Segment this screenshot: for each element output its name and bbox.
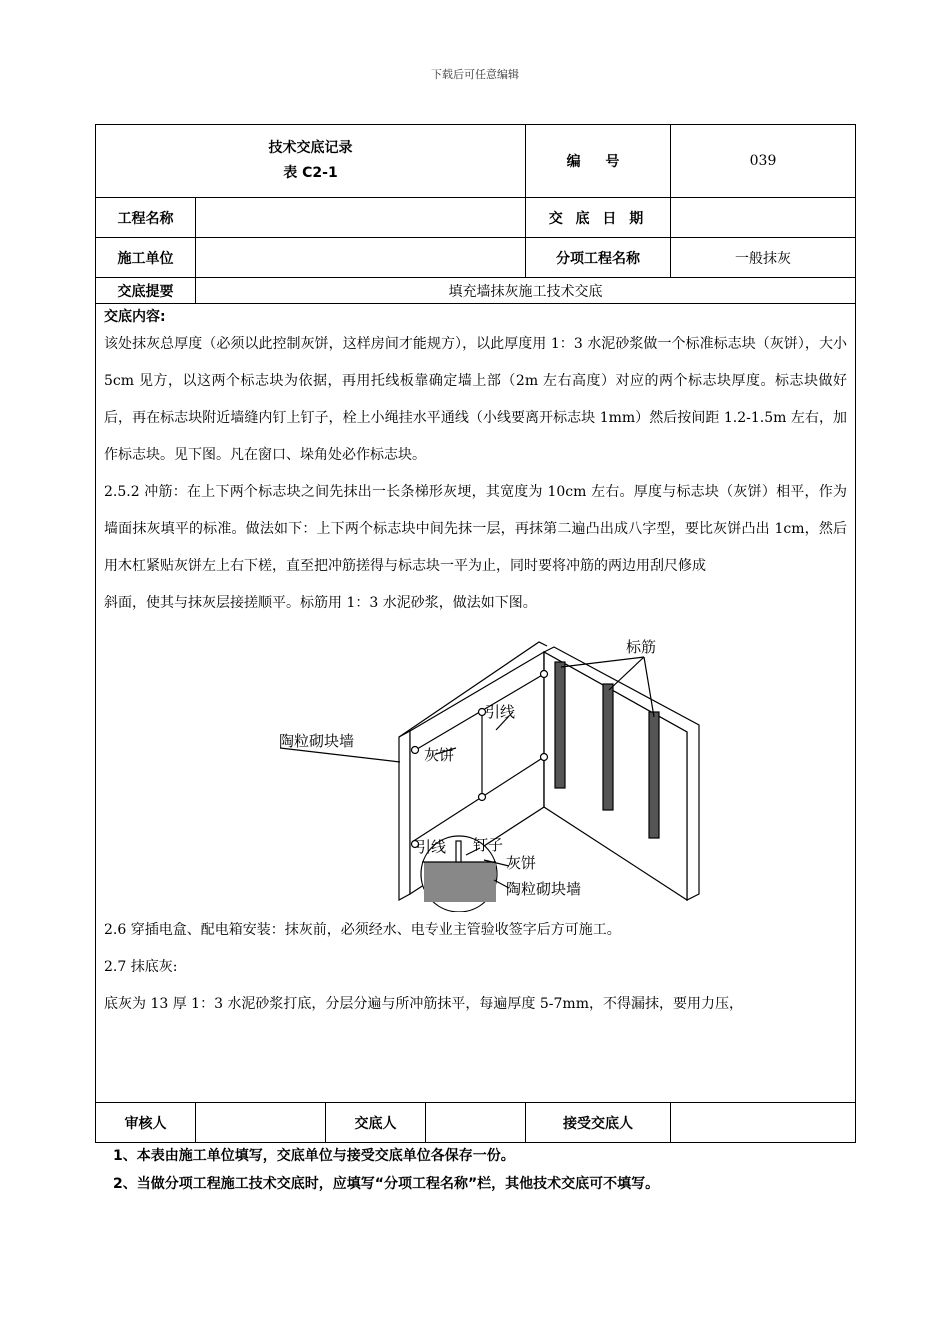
label-huibing: 灰饼 (424, 746, 455, 764)
discloser-value[interactable] (426, 1103, 526, 1143)
unit-label: 施工单位 (96, 238, 196, 278)
marker-dot (412, 747, 419, 754)
label-yinxian: 引线 (485, 703, 516, 721)
content-paragraph-5: 2.7 抹底灰: (104, 959, 178, 975)
leader-line (609, 657, 644, 690)
summary-label: 交底提要 (96, 278, 196, 304)
number-label: 编 号 (526, 125, 671, 198)
receiver-label: 接受交底人 (526, 1103, 671, 1143)
label-biaojin: 标筋 (626, 638, 657, 656)
date-label: 交 底 日 期 (526, 198, 671, 238)
label-huibing-detail: 灰饼 (506, 854, 537, 872)
detail-nail (456, 841, 461, 862)
reviewer-value[interactable] (196, 1103, 326, 1143)
header-note: 下载后可任意编辑 (431, 68, 519, 81)
date-value[interactable] (671, 198, 856, 238)
unit-value[interactable] (196, 238, 526, 278)
discloser-label: 交底人 (326, 1103, 426, 1143)
marker-strip (649, 712, 659, 838)
footnotes (113, 1142, 659, 1198)
plaster-marker-diagram (104, 622, 848, 912)
subproject-value[interactable]: 一般抹灰 (671, 238, 856, 278)
marker-strip (603, 684, 613, 810)
detail-hatch (424, 862, 496, 902)
project-name-value[interactable] (196, 198, 526, 238)
number-value[interactable]: 039 (671, 125, 856, 198)
reviewer-label: 审核人 (96, 1103, 196, 1143)
receiver-value[interactable] (671, 1103, 856, 1143)
content-cell (96, 304, 856, 1103)
footnote-2: 2、当做分项工程施工技术交底时，应填写“分项工程名称”栏，其他技术交底可不填写。 (113, 1176, 660, 1192)
content-paragraph-3: 斜面，使其与抹灰层接搓顺平。标筋用 1：3 水泥砂浆，做法如下图。 (104, 595, 537, 611)
content-paragraph-2: 2.5.2 冲筋：在上下两个标志块之间先抹出一长条梯形灰埂，其宽度为 10cm 左右。厚度与标志块（灰饼）相平，作为墙面抹灰填平的标准。做法如下：上下两个标志块中间先抹一层，再抹第二遍凸出成八字型，要比灰饼凸出 1cm，然后用木杠紧贴灰饼左上右下槎，直至把冲筋搓得与标志块一平为止，同时要将冲筋的两边用刮尺修成 (104, 484, 847, 574)
form-title-line1: 技术交底记录 (268, 140, 353, 156)
marker-dot (479, 794, 486, 801)
form-title (96, 125, 526, 198)
footnote-1: 1、本表由施工单位填写，交底单位与接受交底单位各保存一份。 (113, 1148, 515, 1164)
label-wall: 陶粒砌块墙 (279, 732, 355, 750)
form-title-line2: 表 C2-1 (283, 165, 338, 181)
marker-strip (555, 662, 565, 788)
left-wall (399, 731, 410, 900)
content-paragraph-1: 该处抹灰总厚度（必须以此控制灰饼，这样房间才能规方），以此厚度用 1：3 水泥砂浆做一个标准标志块（灰饼），大小 5cm 见方，以这两个标志块为依据，再用托线板靠确定墙上部（2m 左右高度）对应的两个标志块厚度。标志块做好后，再在标志块附近墙缝内钉上钉子，栓上小绳挂水平通线（小线要离开标志块 1mm）然后按间距 1.2-1.5m 左右，加作标志块。见下图。凡在窗口、垛角处必作标志块。 (104, 336, 847, 463)
label-yinxian-detail: 引线 (416, 838, 447, 856)
summary-value[interactable]: 填充墙抹灰施工技术交底 (196, 278, 856, 304)
project-name-label: 工程名称 (96, 198, 196, 238)
subproject-label: 分项工程名称 (526, 238, 671, 278)
content-paragraph-4: 2.6 穿插电盒、配电箱安装：抹灰前，必须经水、电专业主管验收签字后方可施工。 (104, 922, 621, 938)
tech-disclosure-form (95, 124, 856, 1143)
marker-dot (541, 754, 548, 761)
marker-dot (541, 671, 548, 678)
label-dingzi: 钉子 (473, 836, 504, 854)
content-label: 交底内容: (104, 309, 166, 325)
content-paragraph-6: 底灰为 13 厚 1：3 水泥砂浆打底，分层分遍与所冲筋抹平，每遍厚度 5-7mm，不得漏抹，要用力压， (104, 996, 743, 1012)
label-wall-detail: 陶粒砌块墙 (506, 880, 582, 898)
leader-line (280, 748, 400, 762)
